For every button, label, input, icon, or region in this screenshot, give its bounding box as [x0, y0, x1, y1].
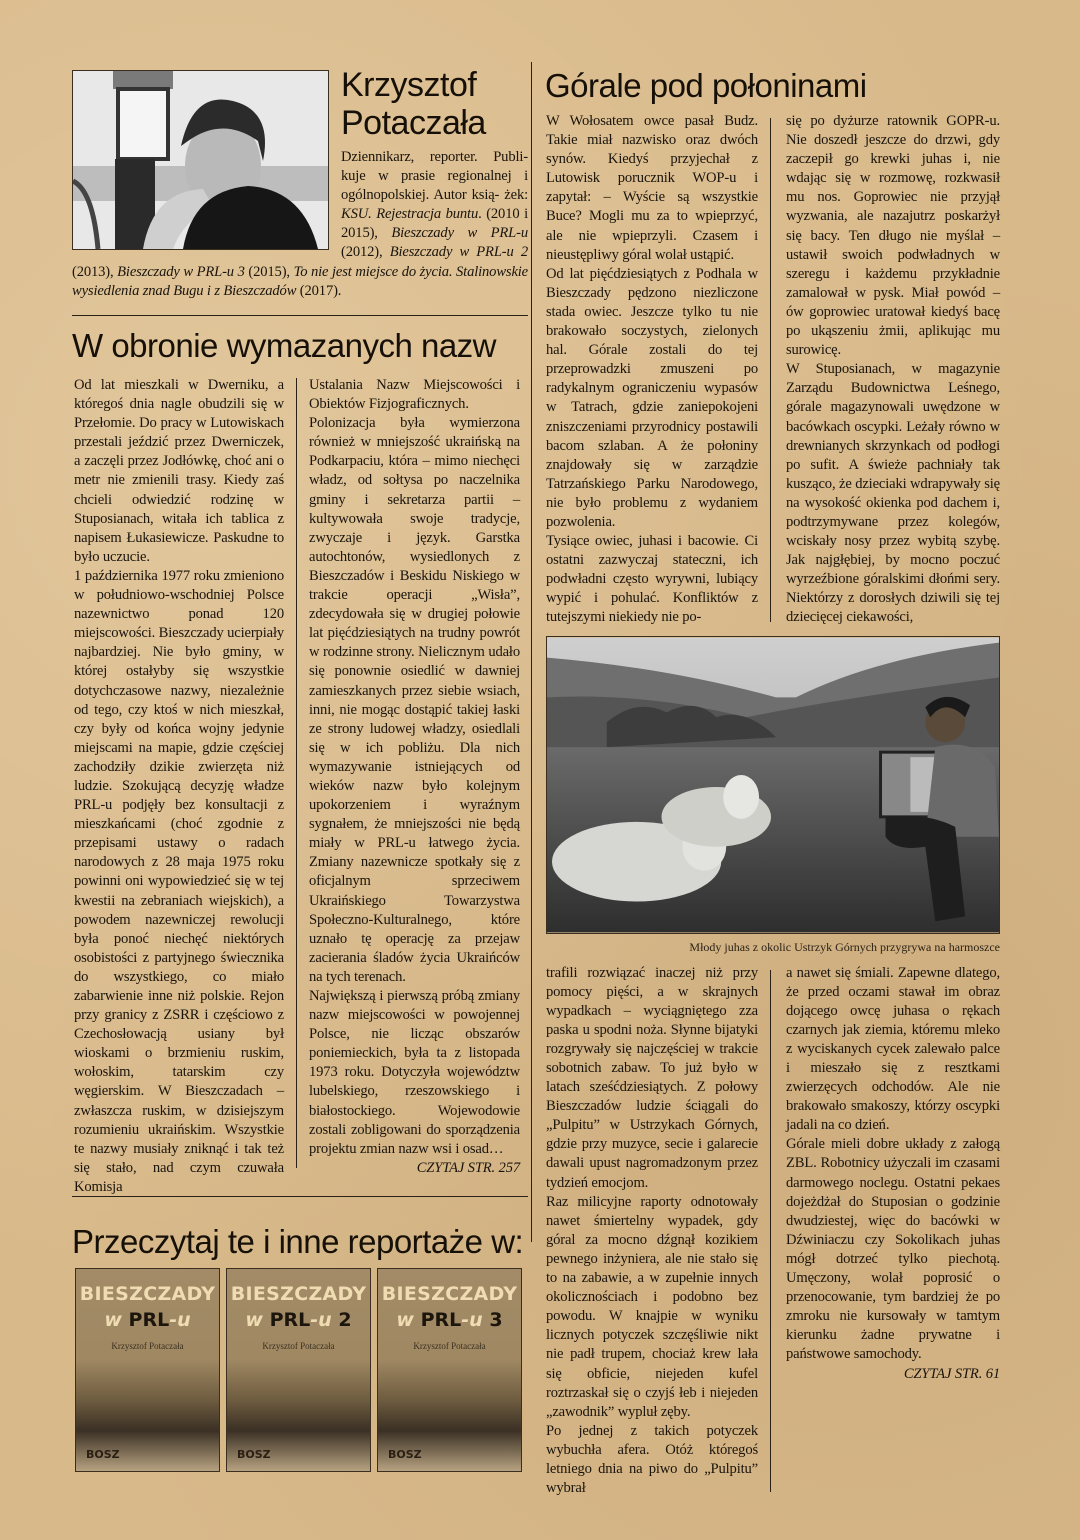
article2-top-band: [546, 112, 1000, 1498]
book-subtitle-w: w: [396, 1309, 414, 1331]
bio-book-title: w PRL-u 2: [459, 244, 529, 261]
column-divider: [770, 970, 771, 1493]
paragraph: Raz milicyjne raporty odnotowały nawet śmiertelny wypadek, gdy góral za mocno dźgnął kozikiem pewnego inżyniera, ale nie stało się to na zabawie, a w zupełnie innych okolicznościach i podobno bez powodu. W knajpie w wyniku licznych potyczek szczęśliwie nikt nie padł trupem, chociaż krew lała się obficie, niejeden kufel roztrzaskał się o czyjś łeb i niejeden „zawodnik” wypluł zęby.: [546, 1193, 758, 1420]
page-divider: [531, 62, 532, 1242]
paragraph: Górale mieli dobre układy z załogą ZBL. Robotnicy użyczali im czasami darmowego noclegu. Ostatni pekaes dojeżdżał do Stuposian o godzinie dwudziestej, więc do bacówki w Dźwiniaczu czy Sokolikach juhas mógł dotrzeć tylko piechotą. Umęczony, wolał poprosić o przenocowanie, tym bardziej że po zmroku nie kursowały w tamtym kierunku żadne prywatne i państwowe samochody.: [786, 1136, 1000, 1363]
bio-line: i ogólnopolskiej. Autor ksią-: [341, 168, 528, 204]
book-author: Krzysztof Potaczała: [262, 1341, 335, 1351]
book-subtitle-u: -u: [310, 1309, 332, 1331]
article2-top-columns: [546, 112, 1000, 628]
publisher-logo: BOSZ: [388, 1448, 422, 1461]
bio-book-title: w PRL-u: [467, 225, 529, 242]
book-subtitle-prl: PRL: [269, 1309, 311, 1331]
author-bio: Dziennikarz, reporter. Publi- kuje w prasie regionalnej i ogólnopolskiej. Autor ksią- żek: KSU. Rejestracja buntu. (2010 i 2015), Bieszczady w PRL-u (2012), Bieszczady w PRL-u 2 (2013), Bieszczady w PRL-u 3 (2015), To nie jest miejsce do życia. Stalinowskie wysiedlenia znad Bugu i z Bieszczadów (2017).: [72, 149, 529, 299]
bio-years: (2010 i 2015),: [341, 206, 528, 242]
section-divider: [72, 315, 528, 316]
book-cover-3[interactable]: [377, 1268, 522, 1472]
bio-years: (2013),: [72, 263, 114, 280]
book-subtitle: [76, 1309, 219, 1331]
paragraph: Od lat pięćdziesiątych z Podhala w Bieszczady pędzono niezliczone stada owiec. Jeszcze tylko tu nie brakowało soczystych, zielonych hal. Górale zostali do tej przeprowadzki zmuszeni po radykalnym ograniczeniu wypasów w Tatrach, gdzie zaniepokojeni zniszczeniami przyrodnicy postawili bacom szlaban. A że połoniny znajdowały się w zarządzie Tatrzańskiego Parku Narodowego, nie było problemu z wydaniem pozwolenia.: [546, 265, 758, 530]
article2-bottom-columns: [546, 964, 1000, 1499]
bio-years: (2015),: [248, 263, 290, 280]
book-subtitle-u: -u: [169, 1309, 191, 1331]
article2-column-2: [786, 112, 1000, 628]
bio-book-title: Bieszczady w PRL-u 3: [117, 263, 245, 280]
article2-column-4: [786, 964, 1000, 1384]
shepherd-accordion-photo-icon: [547, 637, 999, 933]
paragraph: Tysiące owiec, juhasi i bacowie. Ci ostatni zazwyczaj stateczni, ich podwładni często wyrywni, lubiący wypić i pohulać. Konfliktów z tutejszymi niekiedy nie po-: [546, 533, 758, 626]
book-subtitle: [227, 1309, 370, 1331]
book-volume-number: 3: [489, 1309, 503, 1331]
bio-line: kuje w prasie regionalnej: [341, 168, 512, 185]
book-cover-2[interactable]: [226, 1268, 371, 1472]
book-subtitle-prl: PRL: [128, 1309, 170, 1331]
publisher-logo: BOSZ: [237, 1448, 271, 1461]
bio-book-title: Bieszczady: [389, 244, 453, 261]
paragraph: się po dyżurze ratownik GOPR-u. Nie doszedł jeszcze do drzwi, gdy zaczepił go krewki juhas i, nie wdając się w rozmowę, rozkwasił mu nos. Goprowiec nie przyjął wyzwania, ale nazajutrz poskarżył się bacy. Ten długo nie myślał – ustawił swoich podwładnych w szeregu i każdemu przykładnie zamalował w pysk. Miał powód – ów goprowiec uratował kiedyś bacę po ukąszeniu żmii, aplikując mu surowicę.: [786, 113, 1000, 359]
bio-line: Dziennikarz, reporter. Publi-: [341, 149, 528, 165]
paragraph: W Stuposianach, w magazynie Zarządu Budownictwa Leśnego, górale magazynowali uwędzone w bacówkach oscypki. Leżały równo w drewnianych skrzynkach od podłogi po sufit. A świeże pachniały tak kusząco, że dzieciaki wdrapywały się na wysokość okienka pod dachem i, podtrzymywane przez kolegów, wciskały nosy przez wybitą szybę. Jak najgłębiej, by mocno poczuć wyrzeźbione góralskimi dłońmi sery. Niektórzy z dorosłych dziwili się tej dziecięcej ciekawości,: [786, 361, 1000, 626]
author-last-name: Potaczała: [341, 104, 486, 142]
paragraph: a nawet się śmiali. Zapewne dlatego, że przed oczami stawał im obraz dojącego owcę juhasa o rękach czarnych jak ziemia, któremu mleko z wyciskanych cycek zalewało palce i mieszało się z resztkami zwierzęcych odchodów. Ale nie brakowało smakoszy, którzy oscypki jadali na co dzień.: [786, 964, 1000, 1134]
book-title: BIESZCZADY: [381, 1283, 518, 1305]
bio-photo-spacer: [72, 148, 341, 250]
section-divider: [72, 1196, 528, 1197]
book-title: BIESZCZADY: [230, 1283, 367, 1305]
book-subtitle-w: w: [104, 1309, 122, 1331]
book-subtitle-prl: PRL: [420, 1309, 462, 1331]
paragraph: 1 października 1977 roku zmieniono w południowo-wschodniej Polsce nazewnictwo ponad 120 miejscowości. Bieszczady ucierpiały najbardziej. Nie było gminy, w której ostałyby się wszystkie dotychczasowe nazwy, niezależnie od tego, czy ktoś w nich mieszkał, czy były od końca wojny jedynie miejscami na mapie, gdzie częściej zachodziły dzikie zwierzęta niż ludzie. Szokującą decyzję władze PRL-u podjęły bez konsultacji z mieszkańcami (choć zgodnie z przepisami ustawy o radach narodowych z 28 maja 1975 roku powinni oni wypowiedzieć się w tej kwestii na zebraniach wiejskich), a powodem nazewniczej rewolucji była ponoć niechęć niektórych osobistości z partyjnego świecznika do wszystkiego, co miało zabarwienie inne niż polskie. Rejon przy granicy z ZSRR i częściowo z Czechosłowacją usiany był wioskami o brzmieniu ruskim, wołoskim, tatarskim czy węgierskim. W Bieszczadach – zwłaszcza ruskim, w dzisiejszym rozumieniu ukraińskim. Wszystkie te nazwy musiały zniknąć i tak też się stało, nad czym czuwała Komisja: [74, 567, 284, 1195]
article2-column-1: [546, 112, 758, 628]
bio-years: (2012),: [341, 244, 383, 261]
bio-book-title: Bieszczady: [391, 225, 454, 242]
column-divider: [770, 118, 771, 622]
publisher-logo: BOSZ: [86, 1448, 120, 1461]
paragraph: Od lat mieszkali w Dwerniku, a któregoś dnia nagle obudzili się w Przełomie. Do pracy w Lutowiskach przestali jeździć przez Dwerniczek, a zaczęli przez Jodłówkę, choć ani o metr nie zmienili trasy. Kiedy zaś chcieli odwiedzić rodzinę w Stuposianach, witała ich tablica z napisem Łukasiewicze. Paskudne to było uczucie.: [74, 377, 284, 565]
author-name: [341, 66, 486, 142]
read-more-link[interactable]: CZYTAJ STR. 257: [416, 1159, 520, 1176]
book-subtitle-w: w: [245, 1309, 263, 1331]
bio-book-title: KSU. Rejestracja buntu: [341, 206, 479, 223]
paragraph: Polonizacja była wymierzona również w mniejszość ukraińską na Podkarpaciu, która – mimo niechęci władz, od sołtysa po naczelnika gminy i sekretarza partii – kultywowała swoje tradycje, zwyczaje i język. Garstka autochtonów, wysiedlonych z Bieszczadów i Beskidu Niskiego w trakcie operacji „Wisła”, zdecydowała się w drugiej połowie lat pięćdziesiątych na trudny powrót w rodzinne strony. Nielicznym udało się ponownie osiedlić w dawniej zamieszkanych przez siebie wsiach, inni, nie mogąc dostąpić takiej łaski ze strony ludowej władzy, osiedlali się w ich pobliżu. Dla nich wymazywanie istniejących od wieków nazw było kolejnym upokorzeniem i wyraźnym sygnałem, że mniejszości nie będą miały w PRL-u łatwego życia. Zmiany nazewnicze spotkały się z oficjalnym sprzeciwem Ukraińskiego Towarzystwa Społeczno-Kulturalnego, które uznało tę operację za przejaw zacierania śladów życia Ukraińców na tych terenach.: [309, 415, 520, 985]
book-subtitle: [378, 1309, 521, 1331]
paragraph: W Wołosatem owce pasał Budz. Takie miał nazwisko oraz dwóch synów. Kiedyś przyjechał z Lutowisk porucznik WOP-u i zapytał: – Wyście są wszystkie Buce? Mogli mu za to wpieprzyć, ale nie wpieprzyli. Czasem i nieustępliwy góral wolał ustąpić.: [546, 113, 758, 263]
bio-years: (2017).: [299, 282, 342, 299]
bio-line: żek:: [504, 187, 529, 204]
article1-column-2: [309, 376, 520, 1178]
paragraph: Po jednej z takich potyczek wybuchła afera. Otóż któregoś letniego dnia na piwo do „Pulpitu” wybrał: [546, 1422, 758, 1497]
article2-column-3: [546, 964, 758, 1499]
author-first-name: Krzysztof: [341, 66, 477, 104]
paragraph: Największą i pierwszą próbą zmiany nazw miejscowości w powojennej Polsce, nie licząc obszarów poniemieckich, była ta z listopada 1973 roku. Dotyczyła województw lubelskiego, rzeszowskiego i białostockiego. Wojewodowie zostali zobligowani do sporządzenia projektu zmian nazw wsi i osad…: [309, 988, 520, 1157]
book-volume-number: 2: [338, 1309, 352, 1331]
article-photo: [546, 636, 1000, 934]
paragraph: Ustalania Nazw Miejscowości i Obiektów Fizjograficznych.: [309, 377, 520, 413]
article2-title: Górale pod połoninami: [545, 67, 867, 104]
book-title: BIESZCZADY: [79, 1283, 216, 1305]
book-author: Krzysztof Potaczała: [111, 1341, 184, 1351]
book-subtitle-u: -u: [461, 1309, 483, 1331]
book-cover-1[interactable]: [75, 1268, 220, 1472]
promo-title: Przeczytaj te i inne reportaże w:: [72, 1223, 524, 1260]
column-divider: [296, 378, 297, 1168]
article1-title: W obronie wymazanych nazw: [72, 327, 497, 364]
book-author: Krzysztof Potaczała: [413, 1341, 486, 1351]
article1-column-1: [74, 376, 284, 1197]
bio-book-title: To nie jest miejsce do życia. Stalinowskie wysiedlenia znad Bugu i z Bieszczadów: [72, 263, 529, 299]
read-more-link[interactable]: CZYTAJ STR. 61: [903, 1365, 1000, 1382]
photo-caption: Młody juhas z okolic Ustrzyk Górnych przygrywa na harmoszce: [689, 939, 1000, 954]
paragraph: trafili rozwiązać inaczej niż przy pomocy pięści, a w skrajnych wypadkach – wyciągniętego zza paska u spodni noża. Słynne bijatyki rozgrywały się najczęściej w trakcie sobotnich zabaw. To już było w latach sześćdziesiątych. Z połowy Bieszczadów ludzie ściągali do „Pulpitu” w Ustrzykach Górnych, gdzie przy muzyce, secie i galarecie dawali upust nagromadzonym przez tydzień emocjom.: [546, 964, 758, 1191]
